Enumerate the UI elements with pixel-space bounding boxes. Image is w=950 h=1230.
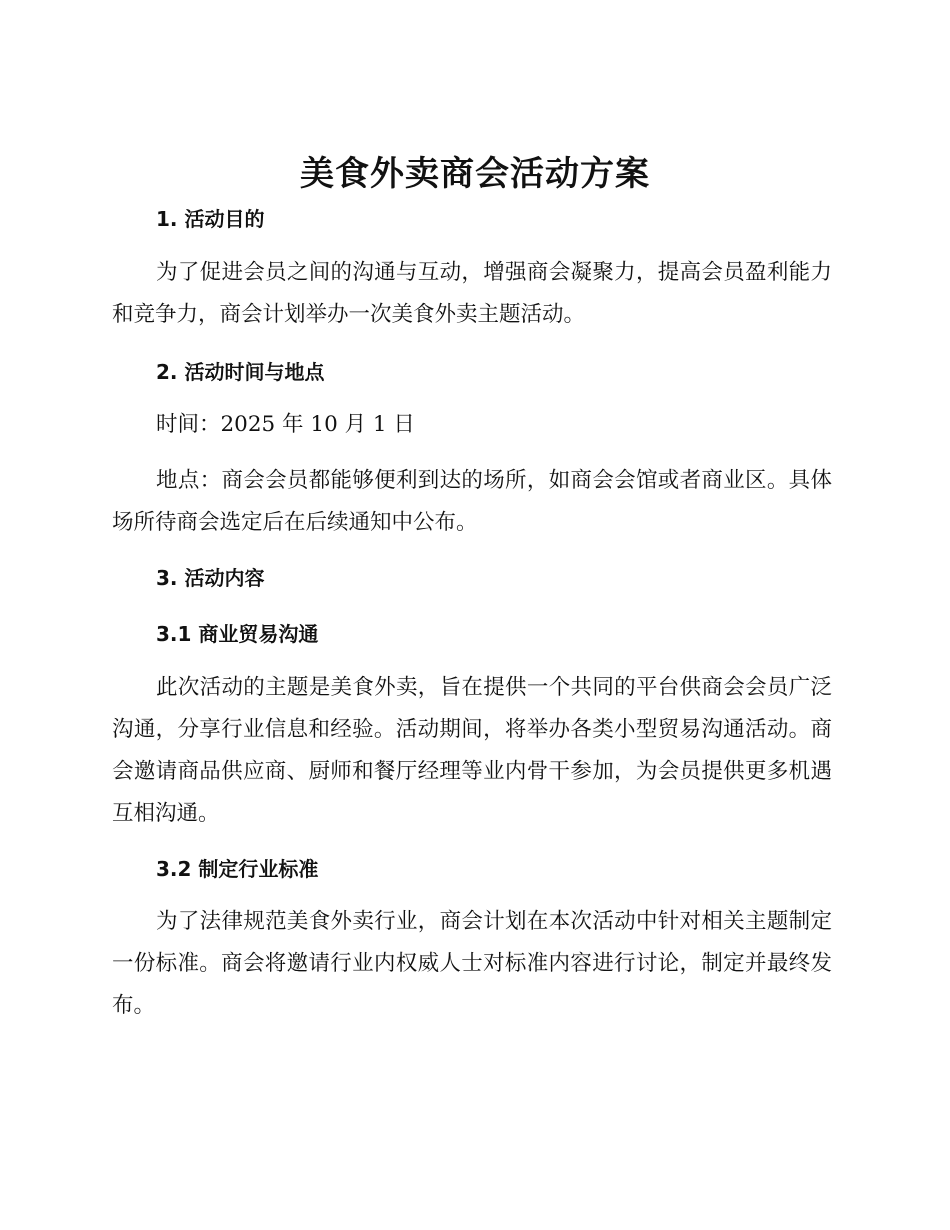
- section-heading-content: 3. 活动内容: [156, 566, 265, 590]
- section-heading-time-place: 2. 活动时间与地点: [156, 360, 325, 384]
- page-title: 美食外卖商会活动方案: [300, 154, 650, 194]
- paragraph-place: 地点：商会会员都能够便利到达的场所，如商会会馆或者商业区。具体场所待商会选定后在后续通知中公布。: [112, 468, 832, 535]
- section-heading-trade-communication: 3.1 商业贸易沟通: [156, 622, 319, 646]
- paragraph-time: 时间：2025 年 10 月 1 日: [156, 412, 415, 437]
- section-heading-industry-standard: 3.2 制定行业标准: [156, 857, 319, 881]
- paragraph-purpose: 为了促进会员之间的沟通与互动，增强商会凝聚力，提高会员盈利能力和竞争力，商会计划举办一次美食外卖主题活动。: [112, 260, 832, 327]
- section-heading-purpose: 1. 活动目的: [156, 207, 265, 231]
- paragraph-trade-communication: 此次活动的主题是美食外卖，旨在提供一个共同的平台供商会会员广泛沟通，分享行业信息和经验。活动期间，将举办各类小型贸易沟通活动。商会邀请商品供应商、厨师和餐厅经理等业内骨干参加，为会员提供更多机遇互相沟通。: [112, 675, 832, 826]
- paragraph-industry-standard: 为了法律规范美食外卖行业，商会计划在本次活动中针对相关主题制定一份标准。商会将邀请行业内权威人士对标准内容进行讨论，制定并最终发布。: [112, 909, 832, 1018]
